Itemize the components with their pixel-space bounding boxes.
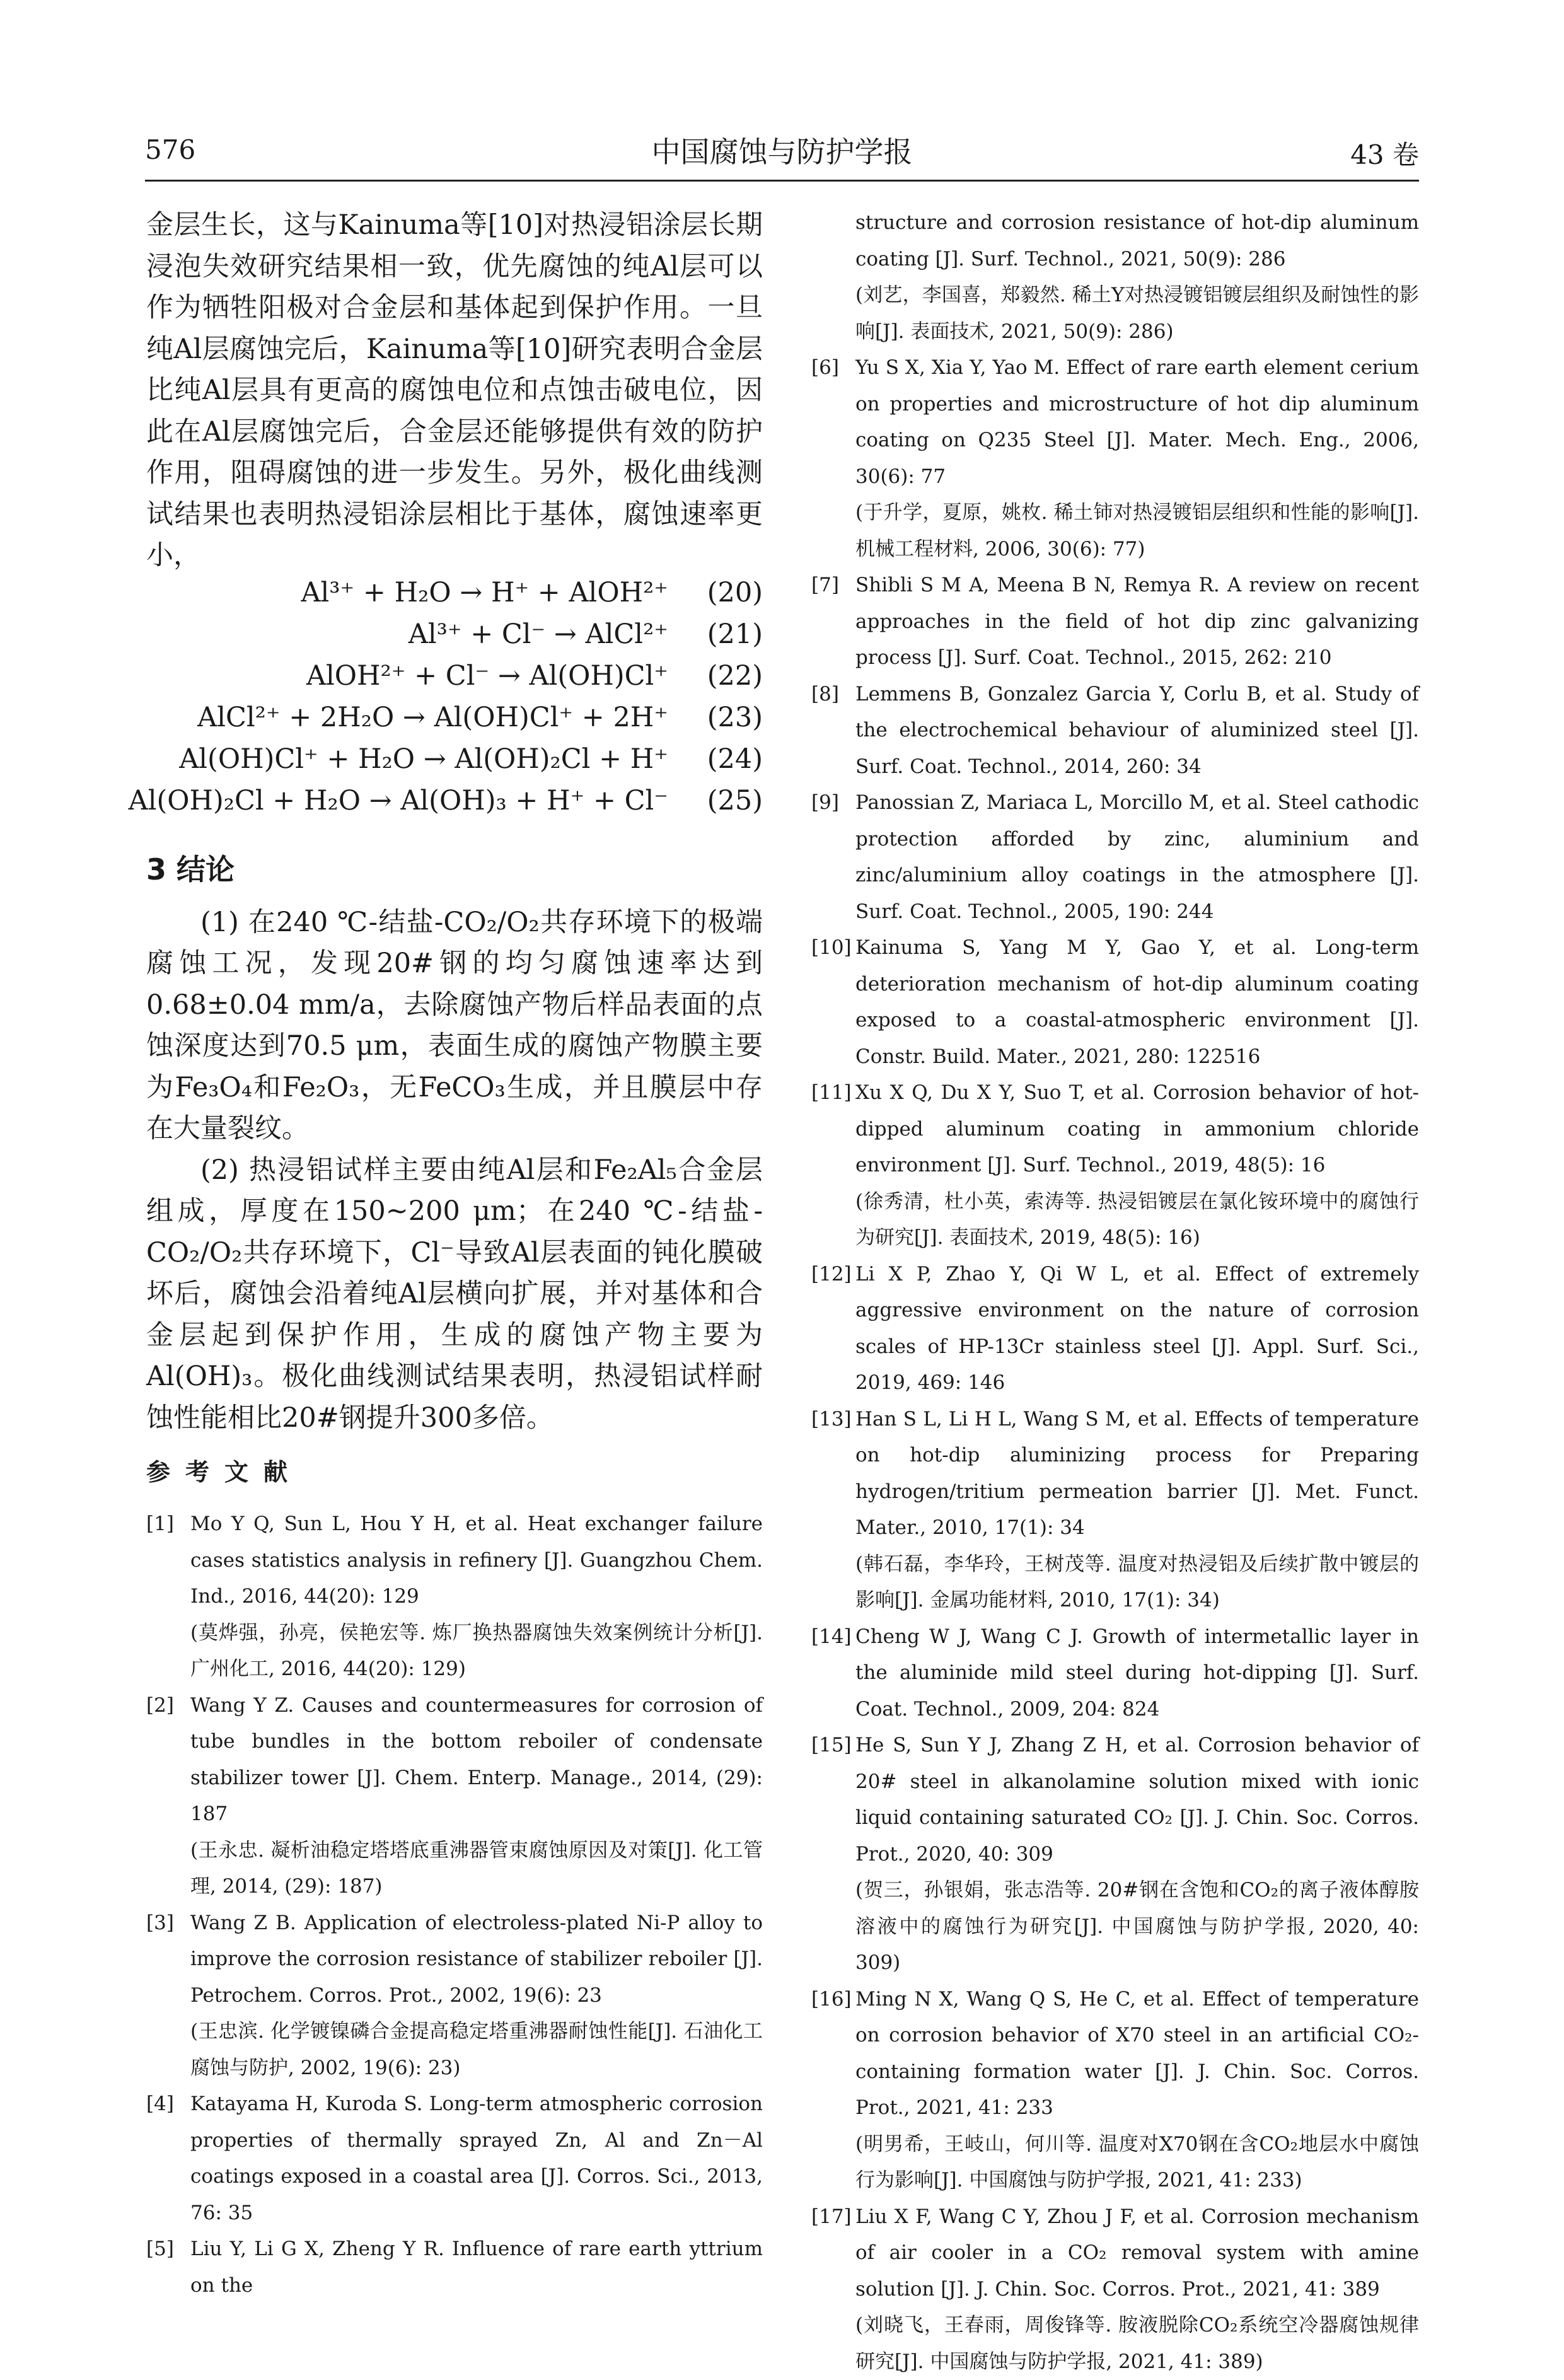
journal-title: 中国腐蚀与防护学报 [145,129,1419,171]
reference-chinese: (徐秀清，杜小英，索涛等. 热浸铝镀层在氯化铵环境中的腐蚀行为研究[J]. 表面技术, 2019, 48(5): 16) [855,1184,1419,1257]
references-heading: 参考文献 [146,1453,763,1487]
header-rule [145,180,1419,182]
equation [146,618,763,660]
equation [146,660,763,702]
reference-number: [12] [811,1257,852,1293]
reference-text: He S, Sun Y J, Zhang Z H, et al. Corrosion behavior of 20# steel in alkanolamine solution mixed with ionic liquid containing saturated CO₂ [J]. J. Chin. Soc. Corros. Prot., 2020, 40: 309 [855,1727,1419,1872]
reference-list-left [146,1506,763,2304]
reference-item [146,2086,763,2231]
reference-text: Xu X Q, Du X Y, Suo T, et al. Corrosion behavior of hot-dipped aluminum coating in ammonium chloride environment [J]. Surf. Technol., 2019, 48(5): 16 [855,1075,1419,1184]
reference-text: Liu X F, Wang C Y, Zhou J F, et al. Corrosion mechanism of air cooler in a CO₂ removal system with amine solution [J]. J. Chin. Soc. Corros. Prot., 2021, 41: 389 [855,2199,1419,2308]
reference-chinese: (贺三，孙银娟，张志浩等. 20#钢在含饱和CO₂的离子液体醇胺溶液中的腐蚀行为研究[J]. 中国腐蚀与防护学报, 2020, 40: 309) [855,1872,1419,1982]
conclusion-paragraph-2: (2) 热浸铝试样主要由纯Al层和Fe₂Al₅合金层组成，厚度在150~200 μm；在240 ℃-结盐-CO₂/O₂共存环境下，Cl⁻导致Al层表面的钝化膜破坏后，腐蚀会沿着纯Al层横向扩展，并对基体和合金层起到保护作用，生成的腐蚀产物主要为Al(OH)₃。极化曲线测试结果表明，热浸铝试样耐蚀性能相比20#钢提升300多倍。 [146,1150,763,1439]
reference-number: [2] [146,1688,174,1724]
right-column [811,205,1419,2380]
conclusion-paragraph-1: (1) 在240 ℃-结盐-CO₂/O₂共存环境下的极端腐蚀工况，发现20#钢的均匀腐蚀速率达到0.68±0.04 mm/a，去除腐蚀产物后样品表面的点蚀深度达到70.5 μm，表面生成的腐蚀产物膜主要为Fe₃O₄和Fe₂O₃，无FeCO₃生成，并且膜层中存在大量裂纹。 [146,902,763,1150]
reference-number: [14] [811,1619,852,1656]
reference-item [146,1688,763,1905]
equation-number: (24) [707,743,763,775]
reference-number: [5] [146,2231,174,2268]
reference-number: [17] [811,2199,852,2236]
equation-number: (20) [707,577,763,608]
equation-formula: Al(OH)Cl⁺ + H₂O → Al(OH)₂Cl + H⁺ [179,743,668,775]
page-number: 576 [145,134,195,165]
reference-item [146,2231,763,2304]
reference-text: Li X P, Zhao Y, Qi W L, et al. Effect of extremely aggressive environment on the nature of corrosion scales of HP-13Cr stainless steel [J]. Appl. Surf. Sci., 2019, 469: 146 [855,1257,1419,1402]
equation-number: (22) [707,660,763,692]
reference-text: Katayama H, Kuroda S. Long-term atmospheric corrosion properties of thermally sprayed Zn, Al and Zn－Al coatings exposed in a coastal area [J]. Corros. Sci., 2013, 76: 35 [190,2086,763,2231]
reference-item [146,1905,763,2087]
reference-chinese: (韩石磊，李华玲，王树茂等. 温度对热浸铝及后续扩散中镀层的影响[J]. 金属功能材料, 2010, 17(1): 34) [855,1547,1419,1619]
reference-text: Lemmens B, Gonzalez Garcia Y, Corlu B, et al. Study of the electrochemical behaviour of aluminized steel [J]. Surf. Coat. Technol., 2014, 260: 34 [855,676,1419,786]
reference-text: Kainuma S, Yang M Y, Gao Y, et al. Long-term deterioration mechanism of hot-dip aluminum coating exposed to a coastal-atmospheric environment [J]. Constr. Build. Mater., 2021, 280: 122516 [855,930,1419,1075]
equation-number: (23) [707,702,763,733]
reference-text: Liu Y, Li G X, Zheng Y R. Influence of rare earth yttrium on the [190,2231,763,2304]
reference-number: [1] [146,1506,174,1543]
equation-number: (21) [707,618,763,650]
reference-number: [13] [811,1402,852,1438]
reference-item [811,1257,1419,1402]
reference-number: [4] [146,2086,174,2123]
reference-text: Shibli S M A, Meena B N, Remya R. A review on recent approaches in the field of hot dip zinc galvanizing process [J]. Surf. Coat. Technol., 2015, 262: 210 [855,567,1419,676]
equation [146,743,763,785]
section-heading: 3 结论 [146,847,763,888]
reference-number: [6] [811,350,839,386]
reference-number: [11] [811,1075,852,1112]
reference-text: Yu S X, Xia Y, Yao M. Effect of rare earth element cerium on properties and microstructure of hot dip aluminum coating on Q235 Steel [J]. Mater. Mech. Eng., 2006, 30(6): 77 [855,350,1419,495]
equation-list [146,577,763,827]
reference-item [811,1402,1419,1619]
equation-number: (25) [707,785,763,816]
reference-list-right [811,205,1419,2380]
intro-paragraph: 金层生长，这与Kainuma等[10]对热浸铝涂层长期浸泡失效研究结果相一致，优先腐蚀的纯Al层可以作为牺牲阳极对合金层和基体起到保护作用。一旦纯Al层腐蚀完后，Kainuma等[10]研究表明合金层比纯Al层具有更高的腐蚀电位和点蚀击破电位，因此在Al层腐蚀完后，合金层还能够提供有效的防护作用，阻碍腐蚀的进一步发生。另外，极化曲线测试结果也表明热浸铝涂层相比于基体，腐蚀速率更小， [146,205,763,577]
reference-item [811,1075,1419,1257]
reference-text: Wang Z B. Application of electroless-plated Ni-P alloy to improve the corrosion resistance of stabilizer reboiler [J]. Petrochem. Corros. Prot., 2002, 19(6): 23 [190,1905,763,2014]
equation-formula: Al³⁺ + H₂O → H⁺ + AlOH²⁺ [301,577,668,608]
reference-number: [7] [811,567,839,604]
reference-text: Han S L, Li H L, Wang S M, et al. Effects of temperature on hot-dip aluminizing process for Preparing hydrogen/tritium permeation barrier [J]. Met. Funct. Mater., 2010, 17(1): 34 [855,1402,1419,1547]
reference-text: Ming N X, Wang Q S, He C, et al. Effect of temperature on corrosion behavior of X70 steel in an artificial CO₂-containing formation water [J]. J. Chin. Soc. Corros. Prot., 2021, 41: 233 [855,1982,1419,2127]
reference-number: [8] [811,676,839,713]
reference-item [146,1506,763,1688]
reference-number: [15] [811,1727,852,1764]
reference-item [811,676,1419,786]
reference-item [811,1619,1419,1728]
reference-text: Mo Y Q, Sun L, Hou Y H, et al. Heat exchanger failure cases statistics analysis in refinery [J]. Guangzhou Chem. Ind., 2016, 44(20): 129 [190,1506,763,1615]
reference-item [811,1982,1419,2199]
page-header [145,129,1419,180]
left-column [146,205,763,2304]
equation [146,577,763,618]
reference-chinese: (于升学，夏原，姚枚. 稀土铈对热浸镀铝层组织和性能的影响[J]. 机械工程材料, 2006, 30(6): 77) [855,495,1419,567]
reference-chinese: (王忠滨. 化学镀镍磷合金提高稳定塔重沸器耐蚀性能[J]. 石油化工腐蚀与防护, 2002, 19(6): 23) [190,2014,763,2086]
reference-number: [3] [146,1905,174,1942]
reference-text: structure and corrosion resistance of hot-dip aluminum coating [J]. Surf. Technol., 2021, 50(9): 286 [855,205,1419,277]
equation [146,785,763,827]
reference-item [811,350,1419,567]
reference-number: [9] [811,785,839,821]
reference-chinese: (王永忠. 凝析油稳定塔塔底重沸器管束腐蚀原因及对策[J]. 化工管理, 2014, (29): 187) [190,1833,763,1905]
reference-item [811,2199,1419,2380]
reference-number: [16] [811,1982,852,2018]
equation-formula: Al(OH)₂Cl + H₂O → Al(OH)₃ + H⁺ + Cl⁻ [129,785,668,816]
reference-chinese: (明男希，王岐山，何川等. 温度对X70钢在含CO₂地层水中腐蚀行为影响[J]. 中国腐蚀与防护学报, 2021, 41: 233) [855,2127,1419,2199]
equation-formula: AlOH²⁺ + Cl⁻ → Al(OH)Cl⁺ [306,660,668,692]
reference-text: Panossian Z, Mariaca L, Morcillo M, et al. Steel cathodic protection afforded by zinc, aluminium and zinc/aluminium alloy coatings in the atmosphere [J]. Surf. Coat. Technol., 2005, 190: 244 [855,785,1419,930]
equation-formula: AlCl²⁺ + 2H₂O → Al(OH)Cl⁺ + 2H⁺ [197,702,668,733]
reference-chinese: (刘晓飞，王春雨，周俊锋等. 胺液脱除CO₂系统空冷器腐蚀规律研究[J]. 中国腐蚀与防护学报, 2021, 41: 389) [855,2307,1419,2380]
reference-item [811,567,1419,676]
reference-item [811,930,1419,1075]
reference-text: Wang Y Z. Causes and countermeasures for corrosion of tube bundles in the bottom reboiler of condensate stabilizer tower [J]. Chem. Enterp. Manage., 2014, (29): 187 [190,1688,763,1833]
volume-label: 43 卷 [1350,134,1419,172]
reference-chinese: (刘艺，李国喜，郑毅然. 稀土Y对热浸镀铝镀层组织及耐蚀性的影响[J]. 表面技术, 2021, 50(9): 286) [855,277,1419,350]
equation [146,702,763,743]
reference-item [811,1727,1419,1982]
reference-item-continued [811,205,1419,350]
reference-number: [10] [811,930,852,967]
equation-formula: Al³⁺ + Cl⁻ → AlCl²⁺ [408,618,668,650]
reference-chinese: (莫烨强，孙亮，侯艳宏等. 炼厂换热器腐蚀失效案例统计分析[J]. 广州化工, 2016, 44(20): 129) [190,1615,763,1688]
reference-item [811,785,1419,930]
reference-text: Cheng W J, Wang C J. Growth of intermetallic layer in the aluminide mild steel during hot-dipping [J]. Surf. Coat. Technol., 2009, 204: 824 [855,1619,1419,1728]
